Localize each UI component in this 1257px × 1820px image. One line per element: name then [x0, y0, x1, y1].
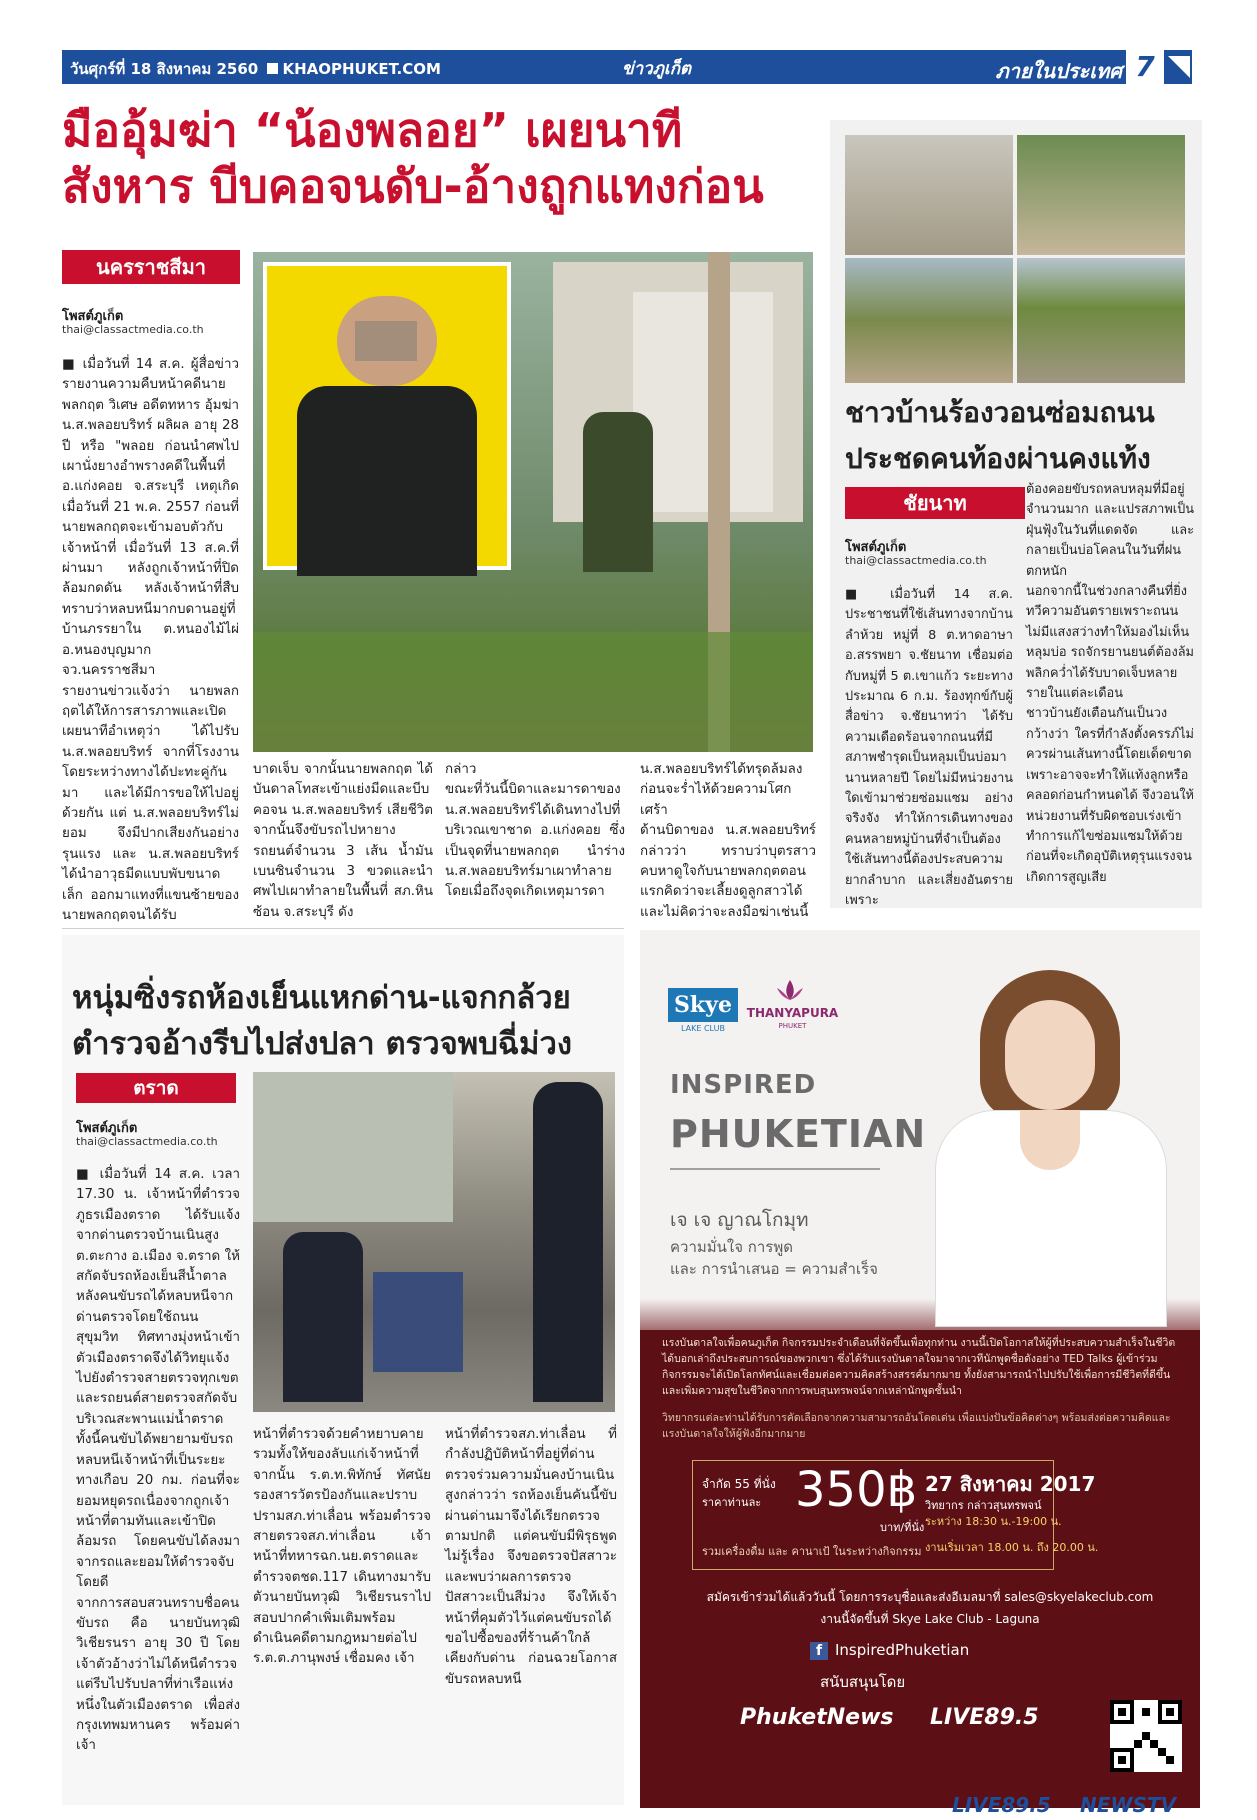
page-header [62, 50, 1192, 84]
facebook-icon: f [810, 1642, 828, 1660]
lotus-icon [775, 978, 805, 1002]
event-time: งานเริ่มเวลา 18.00 น. ถึง 20.00 น. [925, 1541, 1099, 1554]
corner-arrow-icon [1166, 50, 1192, 84]
event-date: 27 สิงหาคม 2017 [925, 1472, 1096, 1496]
page-number: 7 [1126, 50, 1164, 84]
masthead-logo: ข่าวภูเก็ต [622, 59, 692, 79]
story3-photo [253, 1072, 615, 1412]
header-date: วันศุกร์ที่ 18 สิงหาคม 2560 KHAOPHUKET.COM [70, 60, 441, 78]
ad-description-1: แรงบันดาลใจเพื่อคนภูเก็ต กิจกรรมประจำเดือนที่จัดขึ้นเพื่อทุกท่าน งานนี้เปิดโอกาสให้ผู้ที่ประสบความสำเร็จในชีวิตได้บอกเล่าถึงประสบการณ์ของพวกเขา ซึ่งได้รับแรงบันดาลใจมาจากเวทีนักพูดชื่อดังอย่าง TED Talks ผู้เข้าร่วมกิจกรรมจะได้เปิดโลกทัศน์และเชื่อมต่อความคิดสร้างสรรค์มากมาย ทั้งยังสามารถนำไปปรับใช้เพื่อการมีชีวิตที่ดีขึ้น และเพิ่มความสุขในชีวิตจากการพบสุนทรพจน์จากเหล่านักพูดชั้นนำ [662, 1337, 1176, 1397]
story3-email: thai@classactmedia.co.th [76, 1135, 218, 1148]
sponsor-label: สนับสนุนโดย [820, 1673, 906, 1691]
story2-headline: ชาวบ้านร้องวอนซ่อมถนน ประชดคนท้องผ่านคงแท้ง [845, 396, 1155, 475]
story2-email: thai@classactmedia.co.th [845, 554, 987, 567]
seat-limit: จำกัด 55 ที่นั่ง [702, 1477, 776, 1491]
thanyapura-logo: THANYAPURA [746, 1006, 839, 1020]
qr-code-icon [1110, 1700, 1182, 1772]
ad-title-line2: PHUKETIAN [670, 1112, 927, 1156]
ad-includes: รวมเครื่องดื่ม และ คานาเป้ ในระหว่างกิจกรรม [702, 1545, 922, 1558]
phuketnews-logo: PhuketNews [740, 1705, 894, 1730]
inspired-phuketian-ad [640, 930, 1200, 1808]
facebook-page[interactable]: InspiredPhuketian [835, 1641, 970, 1659]
suspect-portrait [263, 262, 511, 570]
register-info[interactable]: สมัครเข้าร่วมได้แล้ววันนี้ โดยการระบุชื่อและส่งอีเมลมาที่ sales@skyelakeclub.com [706, 1590, 1154, 1604]
road-photo-2 [1017, 135, 1185, 255]
ad-title-rule [670, 1168, 880, 1170]
story1-headline: มืออุ้มฆ่า “น้องพลอย” เผยนาที สังหาร บีบคอจนดับ-อ้างถูกแทงก่อน [62, 103, 764, 213]
road-photo-1 [845, 135, 1013, 255]
story2-column-2: ต้องคอยขับรถหลบหลุมที่มีอยู่จำนวนมาก และแปรสภาพเป็นฝุ่นฟุ้งในวันที่แดดจัด และกลายเป็นบ่อโคลนในวันที่ฝนตกหนัก นอกจากนี้ในช่วงกลางคืนที่ยิ่งทวีความอันตรายเพราะถนนไม่มีแสงสว่างทำให้มองไม่เห็นหลุมบ่อ รถจักรยานยนต์ต้องล้มพลิกคว่ำได้รับบาดเจ็บหลายรายในแต่ละเดือน ชาวบ้านยังเตือนกันเป็นวงกว้างว่า ใครที่กำลังตั้งครรภ์ไม่ควรผ่านเส้นทางนี้โดยเด็ดขาด เพราะอาจจะทำให้แท้งลูกหรือคลอดก่อนกำหนดได้ จึงวอนให้หน่วยงานที่รับผิดชอบเร่งเข้าทำการแก้ไขซ่อมแซมให้ด้วยก่อนที่จะเกิดอุบัติเหตุรุนแรงจนเกิดการสูญเสีย [1026, 482, 1194, 885]
footer-live-logo: LIVE89.5 [952, 1793, 1051, 1817]
story2-column-1: ■ เมื่อวันที่ 14 ส.ค. ประชาชนที่ใช้เส้นทางจากบ้านลำห้วย หมู่ที่ 8 ต.หาดอาษา อ.สรรพยา จ.ชัยนาท เชื่อมต่อกับหมู่ที่ 5 ต.เขาแก้ว ระยะทางประมาณ 6 ก.ม. ร้องทุกข์กับผู้สื่อข่าว จ.ชัยนาทว่า ได้รับความเดือดร้อนจากถนนที่มีสภาพชำรุดเป็นหลุมเป็นบ่อมานานหลายปี โดยไม่มีหน่วยงานใดเข้ามาช่วยซ่อมแซม อย่างจริงจัง ทำให้การเดินทางของคนหลายหมู่บ้านที่จำเป็นต้องใช้เส้นทางนี้ต้องประสบความยากลำบาก และเสี่ยงอันตรายเพราะ [845, 587, 1013, 909]
footer-newstv-logo: NEWSTV [1080, 1793, 1176, 1817]
ad-speaker-name: เจ เจ ญาณโกมุท [670, 1209, 809, 1231]
live895-logo: LIVE89.5 [930, 1705, 1039, 1730]
story3-column-3: หน้าที่ตำรวจสภ.ท่าเลื่อน ที่กำลังปฏิบัติหน้าที่อยู่ที่ด่านตรวจร่วมความมั่นคงบ้านเนินสูงกล่าวว่า รถห้องเย็นคันนี้ขับผ่านด่านมาจึงได้เรียกตรวจตามปกติ แต่คนขับมีพิรุธพูดไม่รู้เรื่อง จึงขอตรวจปัสสาวะ และพบว่าผลการตรวจปัสสาวะเป็นสีม่วง จึงให้เจ้าหน้าที่คุมตัวไว้แต่คนขับรถได้ขอไปซื้อของที่ร้านค้าใกล้เคียงกับด่าน ก่อนฉวยโอกาสขับรถหลบหนี [445, 1427, 617, 1687]
ad-price: 350฿ [795, 1462, 918, 1518]
story3-headline: หนุ่มซิ่งรถห้องเย็นแหกด่าน-แจกกล้วย ตำรวจอ้างรีบไปส่งปลา ตรวจพบฉี่ม่วง [72, 980, 573, 1062]
road-photo-4 [1017, 258, 1185, 383]
section-title: ภายในประเทศ [995, 59, 1122, 83]
price-label: ราคาท่านละ [702, 1496, 762, 1509]
story3-byline: โพสต์ภูเก็ต [76, 1121, 138, 1136]
speaker-photo [925, 970, 1180, 1325]
venue-info: งานนี้จัดขึ้นที่ Skye Lake Club - Laguna [820, 1612, 1040, 1626]
skye-logo: Skye [668, 988, 738, 1022]
story3-column-1: ■ เมื่อวันที่ 14 ส.ค. เวลา 17.30 น. เจ้าหน้าที่ตำรวจภูธรเมืองตราด ได้รับแจ้งจากด่านตรวจบ้านเนินสูง ต.ตะกาง อ.เมือง จ.ตราด ให้สกัดจับรถห้องเย็นสีน้ำตาล หลังคนขับรถได้หลบหนีจากด่านตรวจโดยใช้ถนนสุขุมวิท ทิศทางมุ่งหน้าเข้าตัวเมืองตราดจึงได้วิทยุแจ้งไปยังตำรวจสายตรวจทุกเขตและรถยนต์สายตรวจสกัดจับบริเวณสะพานแม่น้ำตราด ทั้งนี้คนขับได้พยายามขับรถหลบหนีเจ้าหน้าที่เป็นระยะทางเกือบ 20 กม. ก่อนที่จะยอมหยุดรถเนื่องจากถูกเจ้าหน้าที่ตามทันและเข้าปิดล้อมรถ โดยคนขับได้ลงมาจากรถและยอมให้ตำรวจจับโดยดี จากการสอบสวนทราบชื่อคนขับรถ คือ นายบันทวุฒิ วิเชียรนรา อายุ 30 ปี โดยเจ้าตัวอ้างว่าไม่ได้หนีตำรวจ แต่รีบไปรับปลาที่ท่าเรือแห่งหนึ่งในตัวเมืองตราด เพื่อส่งกรุงเทพมหานคร พร้อมค่าเจ้า [76, 1167, 240, 1754]
story1-location-tag: นครราชสีมา [62, 250, 240, 284]
story3-location-tag: ตราด [76, 1073, 236, 1103]
ad-topic-line1: ความมั่นใจ การพูด [670, 1238, 793, 1256]
ad-title-line1: INSPIRED [670, 1070, 817, 1100]
story1-email: thai@classactmedia.co.th [62, 323, 204, 336]
story2-location-tag: ชัยนาท [845, 487, 1025, 519]
road-photo-3 [845, 258, 1013, 383]
story2-byline: โพสต์ภูเก็ต [845, 540, 907, 555]
story1-column-3: กล่าว ขณะที่วันนี้บิดาและมารดาของ น.ส.พลอยบริทร์ได้เดินทางไปที่บริเวณเขาชาด อ.แก่งคอย ซึ่งเป็นจุดที่นายพลกฤต นำร่าง น.ส.พลอยบริทร์มาเผาทำลายโดยเมื่อถึงจุดเกิดเหตุมารดา [445, 762, 625, 900]
speaker-time-label: วิทยากร กล่าวสุนทรพจน์ [925, 1499, 1042, 1512]
ad-description-2: วิทยากรแต่ละท่านได้รับการคัดเลือกจากความสามารถอันโดดเด่น เพื่อแบ่งปันข้อคิดต่างๆ พร้อมส่งต่อความคิดและแรงบันดาลใจให้ผู้ฟังอีกมากมาย [662, 1412, 1171, 1440]
story1-photo [253, 252, 813, 752]
skye-logo-sub: LAKE CLUB [681, 1024, 725, 1033]
story3-column-2: หน้าที่ตำรวจด้วยคำหยาบคายรวมทั้งให้ของลับแก่เจ้าหน้าที่ จากนั้น ร.ต.ท.พิทักษ์ ทัศนัยรองสารวัตรป้องกันและปราบปรามสภ.ท่าเลื่อน พร้อมตำรวจสายตรวจสภ.ท่าเลื่อน เจ้าหน้าที่ทหารฉก.นย.ตราดและตำรวจตชด.117 เดินทางมารับตัวนายบันทวุฒิ วิเชียรนราไปสอบปากคำเพิ่มเติมพร้อมดำเนินคดีตามกฎหมายต่อไป ร.ต.ต.ภานุพงษ์ เชื่อมคง เจ้า [253, 1427, 431, 1667]
story1-byline: โพสต์ภูเก็ต [62, 309, 124, 324]
story1-column-2: บาดเจ็บ จากนั้นนายพลกฤต ได้บันดาลโทสะเข้าแย่งมีดและบีบคอจน น.ส.พลอยบริทร์ เสียชีวิต จากนั้นจึงขับรถไปหายางรถยนต์จำนวน 3 เส้น น้ำมันเบนซินจำนวน 3 ขวดและนำศพไปเผาทำลายในพื้นที่ สภ.หินซ้อน จ.สระบุรี ดัง [253, 762, 433, 920]
section-divider [62, 928, 624, 929]
per-seat: บาท/ที่นั่ง [880, 1521, 925, 1534]
story1-column-1: ■ เมื่อวันที่ 14 ส.ค. ผู้สื่อข่าวรายงานความคืบหน้าคดีนายพลกฤต วิเศษ อดีตทหาร อุ้มฆ่า น.ส.พลอยบริทร์ ผลิผล อายุ 28 ปี หรือ "พลอย ก่อนนำศพไปเผานั่งยางอำพรางคดีในพื้นที่ อ.แก่งคอย จ.สระบุรี เหตุเกิดเมื่อวันที่ 21 พ.ค. 2557 ก่อนที่นายพลกฤตจะเข้ามอบตัวกับเจ้าหน้าที่ เมื่อวันที่ 13 ส.ค.ที่ผ่านมา หลังถูกเจ้าหน้าที่ปิดล้อมกดดัน หลังเจ้าหน้าที่สืบทราบว่าหลบหนีมากบดานอยู่ที่บ้านภรรยาใน ต.หนองไม้ไผ่ อ.หนองบุญมาก จว.นครราชสีมา รายงานข่าวแจ้งว่า นายพลกฤตได้ให้การสารภาพและเปิดเผยนาทีอำเหตุว่า ได้ไปรับ น.ส.พลอยบริทร์ จากที่โรงงาน โดยระหว่างทางได้ปะทะคู่กันมา และได้มีการขอให้ไปอยู่ด้วยกัน แต่ น.ส.พลอยบริทร์ไม่ยอม จึงมีปากเสียงกันอย่างรุนแรง และ น.ส.พลอยบริทร์ ได้นำอาวุธมีดแบบพับขนาดเล็ก ออกมาแทงที่แขนซ้ายของนายพลกฤตจนได้รับ [62, 357, 239, 923]
speaker-time: ระหว่าง 18:30 น.-19:00 น. [925, 1515, 1062, 1528]
thanyapura-logo-sub: PHUKET [778, 1022, 807, 1030]
story1-column-4: น.ส.พลอยบริทร์ได้ทรุดล้มลงก่อนจะร่ำไห้ด้วยความโศกเศร้า ด้านบิดาของ น.ส.พลอยบริทร์กล่าวว่า ทราบว่าบุตรสาวคบหาดูใจกับนายพลกฤตตอนแรกคิดว่าจะเลี้ยงดูลูกสาวได้และไม่คิดว่าจะลงมือฆ่าเช่นนี้ [640, 762, 816, 920]
ad-topic-line2: และ การนำเสนอ = ความสำเร็จ [670, 1260, 878, 1278]
